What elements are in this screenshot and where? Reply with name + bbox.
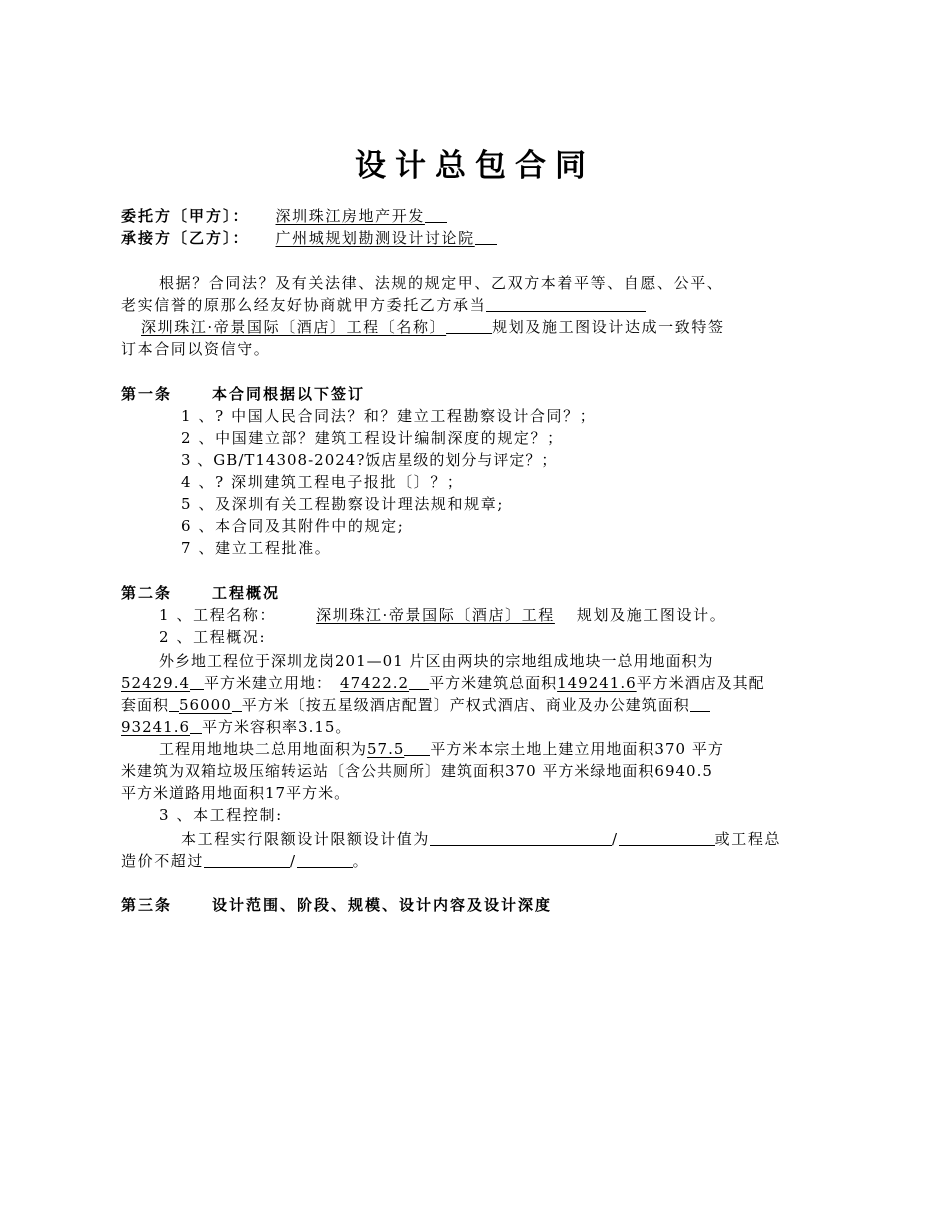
overview-p2-line3: 平方米道路用地面积17平方米。 [121,784,351,802]
site2-total-area: 57.5 [367,740,405,758]
office-area: 93241.6 [121,718,191,736]
overview-text: 平方米酒店及其配 [636,674,765,692]
project-name-value: 深圳珠江·帝景国际〔酒店〕工程 [316,606,555,624]
control-line1 [121,828,911,850]
article2-heading [121,582,851,604]
intro-project-name: 深圳珠江·帝景国际〔酒店〕工程〔名称〕 [141,318,447,336]
client-line [121,205,851,227]
limit-value-slash: / [612,830,619,848]
article1-item-2: 2 、中国建立部？建筑工程设计编制深度的规定？； [181,429,564,447]
site1-building-land: 47422.2 [340,674,410,692]
overview-p1-line4 [121,716,851,738]
article1-item-7: 7 、建立工程批准。 [181,539,332,557]
overview-text: 平方米建立用地： [204,674,333,692]
article2-number: 第二条 [121,584,173,602]
overview-text: 平方米容积率3.15。 [202,718,352,736]
cost-limit-slash: / [290,852,297,870]
overview-text: 工程用地地块二总用地面积为 [159,740,368,758]
article1-heading [121,383,851,405]
article1-item-5: 5 、及深圳有关工程勘察设计理法规和规章; [181,495,504,513]
overview-text: 平方米〔按五星级酒店配置〕产权式酒店、商业及办公建筑面积 [241,696,690,714]
intro-line-1: 根据？合同法？及有关法律、法规的规定甲、乙双方本着平等、自愿、公平、 [159,274,724,292]
control-text: 本工程实行限额设计限额设计值为 [181,830,431,848]
contractor-label: 承接方〔乙方〕： [121,229,250,247]
overview-p1-line1: 外乡地工程位于深圳龙岗201—01 片区由两块的宗地组成地块一总用地面积为 [159,652,714,670]
article1-number: 第一条 [121,385,173,403]
article1-item-3: 3 、GB/T14308-2024?饭店星级的划分与评定？； [181,451,558,469]
intro-line-3 [121,316,851,338]
intro-line-4: 订本合同以资信守。 [121,340,271,358]
article1-item-1: 1 、? 中国人民合同法？和？建立工程勘察设计合同？； [181,407,597,425]
hotel-area: 56000 [179,696,232,714]
project-name-label: 1 、工程名称： [159,606,277,624]
intro-line-2 [121,294,851,316]
intro-blank [486,295,646,312]
overview-p1-line2 [121,672,851,694]
article3-heading [121,894,851,916]
overview-p2-line2: 米建筑为双箱垃圾压缩转运站〔含公共厕所〕建筑面积370 平方米绿地面积6940.5 [121,762,713,780]
project-control-label: 3 、本工程控制: [159,806,283,824]
control-line2 [121,850,851,872]
contract-title: 设计总包合同 [355,148,595,184]
article3-title: 设计范围、阶段、规模、设计内容及设计深度 [212,896,553,914]
article3-number: 第三条 [121,896,173,914]
overview-text: 套面积 [121,696,170,714]
overview-p2-line1 [121,738,889,760]
article2-title: 工程概况 [212,584,281,602]
contractor-value: 广州城规划勘测设计讨论院 [275,229,475,247]
article1-item-6: 6 、本合同及其附件中的规定; [181,517,405,535]
control-text: 。 [352,852,370,870]
client-value: 深圳珠江房地产开发 [275,207,425,225]
project-overview-label: 2 、工程概况: [159,628,267,646]
overview-text: 平方米建筑总面积 [429,674,558,692]
control-text: 造价不超过 [121,852,205,870]
article1-item-4: 4 、? 深圳建筑工程电子报批〔〕？； [181,473,464,491]
overview-text: 平方米本宗土地上建立用地面积370 平方 [430,740,724,758]
project-name-line [121,604,889,626]
control-text: 或工程总 [714,830,782,848]
contractor-line [121,227,851,249]
intro-line-2-text: 老实信誉的原那么经友好协商就甲方委托乙方承当 [121,296,487,314]
article1-title: 本合同根据以下签订 [212,385,366,403]
overview-p1-line3 [121,694,851,716]
intro-line-3-rest: 规划及施工图设计达成一致特签 [492,318,725,336]
project-name-rest: 规划及施工图设计。 [576,606,727,624]
site1-total-area: 52429.4 [121,674,191,692]
site1-gross-floor-area: 149241.6 [557,674,637,692]
client-label: 委托方〔甲方〕： [121,207,250,225]
